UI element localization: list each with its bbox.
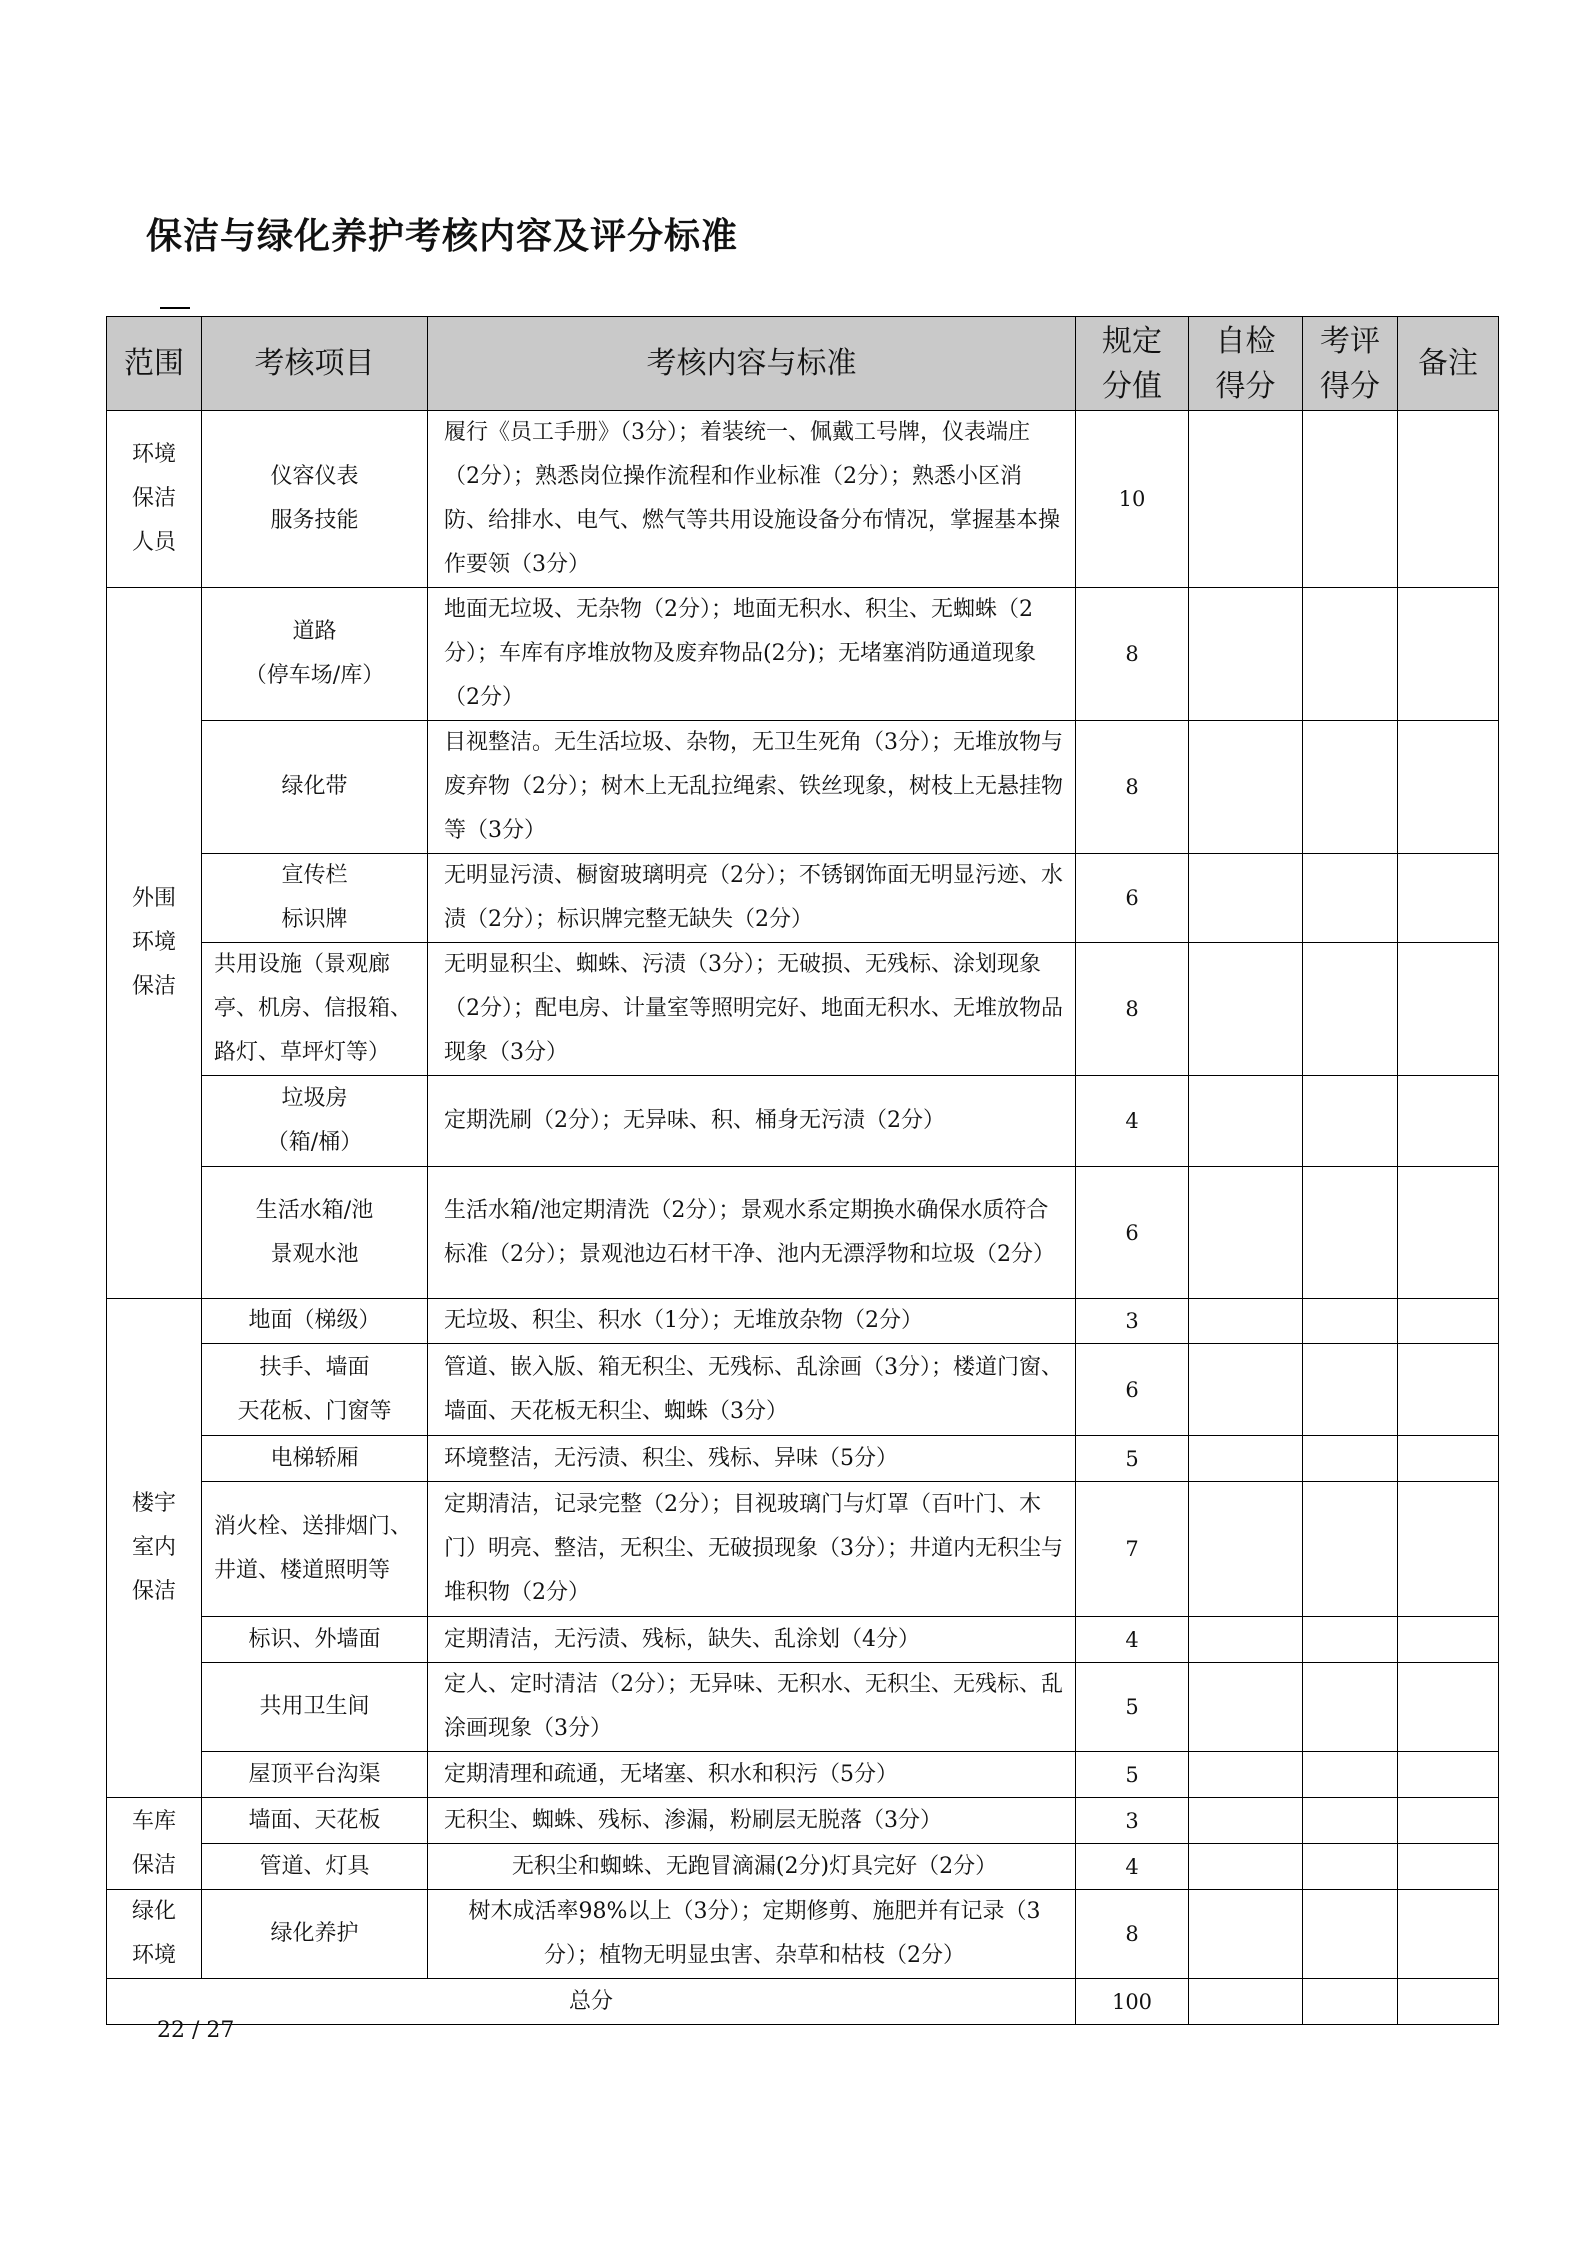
- table-row: [107, 1844, 1499, 1890]
- self-score-cell: [1189, 411, 1303, 588]
- eval-score-cell: [1303, 1798, 1398, 1844]
- score-cell: 6: [1076, 854, 1189, 943]
- item-cell: 共用设施（景观廊亭、机房、信报箱、路灯、草坪灯等）: [202, 943, 428, 1076]
- score-cell: 5: [1076, 1752, 1189, 1798]
- page-number: 22 / 27: [157, 2018, 235, 2043]
- item-cell: 仪容仪表 服务技能: [202, 411, 428, 588]
- content-cell: 定期洗刷（2分）；无异味、积、桶身无污渍（2分）: [428, 1076, 1076, 1167]
- remark-cell: [1398, 1663, 1499, 1752]
- item-cell: 地面（梯级）: [202, 1299, 428, 1344]
- item-cell: 墙面、天花板: [202, 1798, 428, 1844]
- self-score-cell: [1189, 1844, 1303, 1890]
- item-cell: 垃圾房 （箱/桶）: [202, 1076, 428, 1167]
- scope-cell: 楼宇 室内 保洁: [107, 1299, 202, 1798]
- header-evaluation: 考评 得分: [1303, 317, 1398, 411]
- eval-score-cell: [1303, 1844, 1398, 1890]
- content-cell: 目视整洁。无生活垃圾、杂物，无卫生死角（3分）；无堆放物与废弃物（2分）；树木上无乱拉绳索、铁丝现象，树枝上无悬挂物等（3分）: [428, 721, 1076, 854]
- remark-cell: [1398, 721, 1499, 854]
- eval-score-cell: [1303, 1436, 1398, 1482]
- table-row: [107, 721, 1499, 854]
- assessment-table: [106, 316, 1499, 2025]
- self-score-cell: [1189, 943, 1303, 1076]
- header-remark: 备注: [1398, 317, 1499, 411]
- table-row: [107, 1436, 1499, 1482]
- table-row: [107, 1167, 1499, 1299]
- remark-cell: [1398, 1344, 1499, 1436]
- self-score-cell: [1189, 1798, 1303, 1844]
- score-cell: 6: [1076, 1167, 1189, 1299]
- scope-cell: 环境 保洁 人员: [107, 411, 202, 588]
- remark-cell: [1398, 1979, 1499, 2025]
- score-cell: 3: [1076, 1299, 1189, 1344]
- table-row: [107, 588, 1499, 721]
- scope-cell: 外围 环境 保洁: [107, 588, 202, 1299]
- table-row: [107, 1890, 1499, 1979]
- self-score-cell: [1189, 854, 1303, 943]
- remark-cell: [1398, 854, 1499, 943]
- header-content: 考核内容与标准: [428, 317, 1076, 411]
- content-cell: 无积尘和蜘蛛、无跑冒滴漏(2分)灯具完好（2分）: [428, 1844, 1076, 1890]
- table-row: [107, 943, 1499, 1076]
- score-cell: 3: [1076, 1798, 1189, 1844]
- header-self-check: 自检 得分: [1189, 317, 1303, 411]
- table-row: [107, 854, 1499, 943]
- eval-score-cell: [1303, 588, 1398, 721]
- scope-cell: 车库 保洁: [107, 1798, 202, 1890]
- remark-cell: [1398, 1436, 1499, 1482]
- table-row: [107, 1076, 1499, 1167]
- self-score-cell: [1189, 1663, 1303, 1752]
- content-cell: 树木成活率98%以上（3分）；定期修剪、施肥并有记录（3分）；植物无明显虫害、杂草和枯枝（2分）: [428, 1890, 1076, 1979]
- content-cell: 管道、嵌入版、箱无积尘、无残标、乱涂画（3分）；楼道门窗、墙面、天花板无积尘、蜘蛛（3分）: [428, 1344, 1076, 1436]
- header-row: [107, 317, 1499, 411]
- score-cell: 8: [1076, 1890, 1189, 1979]
- short-rule: [160, 307, 190, 309]
- remark-cell: [1398, 1076, 1499, 1167]
- eval-score-cell: [1303, 411, 1398, 588]
- eval-score-cell: [1303, 1344, 1398, 1436]
- item-cell: 共用卫生间: [202, 1663, 428, 1752]
- score-cell: 4: [1076, 1617, 1189, 1663]
- content-cell: 地面无垃圾、无杂物（2分）；地面无积水、积尘、无蜘蛛（2分）；车库有序堆放物及废弃物品(2分)；无堵塞消防通道现象（2分）: [428, 588, 1076, 721]
- content-cell: 无明显污渍、橱窗玻璃明亮（2分）；不锈钢饰面无明显污迹、水渍（2分）；标识牌完整无缺失（2分）: [428, 854, 1076, 943]
- eval-score-cell: [1303, 1663, 1398, 1752]
- eval-score-cell: [1303, 943, 1398, 1076]
- item-cell: 宣传栏 标识牌: [202, 854, 428, 943]
- total-score: 100: [1076, 1979, 1189, 2025]
- self-score-cell: [1189, 1076, 1303, 1167]
- self-score-cell: [1189, 1979, 1303, 2025]
- item-cell: 扶手、墙面 天花板、门窗等: [202, 1344, 428, 1436]
- score-cell: 10: [1076, 411, 1189, 588]
- eval-score-cell: [1303, 854, 1398, 943]
- header-scope: 范围: [107, 317, 202, 411]
- table-row: [107, 1617, 1499, 1663]
- remark-cell: [1398, 588, 1499, 721]
- eval-score-cell: [1303, 1617, 1398, 1663]
- content-cell: 定期清洁，无污渍、残标，缺失、乱涂划（4分）: [428, 1617, 1076, 1663]
- self-score-cell: [1189, 721, 1303, 854]
- self-score-cell: [1189, 1752, 1303, 1798]
- item-cell: 标识、外墙面: [202, 1617, 428, 1663]
- total-row: [107, 1979, 1499, 2025]
- content-cell: 无积尘、蜘蛛、残标、渗漏，粉刷层无脱落（3分）: [428, 1798, 1076, 1844]
- remark-cell: [1398, 1752, 1499, 1798]
- eval-score-cell: [1303, 1076, 1398, 1167]
- self-score-cell: [1189, 1299, 1303, 1344]
- item-cell: 屋顶平台沟渠: [202, 1752, 428, 1798]
- remark-cell: [1398, 1798, 1499, 1844]
- self-score-cell: [1189, 1482, 1303, 1617]
- item-cell: 绿化带: [202, 721, 428, 854]
- eval-score-cell: [1303, 1482, 1398, 1617]
- score-cell: 8: [1076, 588, 1189, 721]
- scope-cell: 绿化 环境: [107, 1890, 202, 1979]
- header-item: 考核项目: [202, 317, 428, 411]
- score-cell: 4: [1076, 1844, 1189, 1890]
- self-score-cell: [1189, 1890, 1303, 1979]
- item-cell: 管道、灯具: [202, 1844, 428, 1890]
- remark-cell: [1398, 1617, 1499, 1663]
- document-title: 保洁与绿化养护考核内容及评分标准: [146, 216, 739, 257]
- remark-cell: [1398, 1890, 1499, 1979]
- remark-cell: [1398, 1167, 1499, 1299]
- total-label: 总分: [107, 1979, 1076, 2025]
- eval-score-cell: [1303, 1752, 1398, 1798]
- header-score: 规定 分值: [1076, 317, 1189, 411]
- content-cell: 定期清理和疏通，无堵塞、积水和积污（5分）: [428, 1752, 1076, 1798]
- score-cell: 6: [1076, 1344, 1189, 1436]
- score-cell: 8: [1076, 721, 1189, 854]
- table-row: [107, 1299, 1499, 1344]
- table-row: [107, 1344, 1499, 1436]
- self-score-cell: [1189, 1617, 1303, 1663]
- remark-cell: [1398, 1299, 1499, 1344]
- score-cell: 5: [1076, 1663, 1189, 1752]
- eval-score-cell: [1303, 1167, 1398, 1299]
- content-cell: 履行《员工手册》（3分）；着装统一、佩戴工号牌，仪表端庄（2分）；熟悉岗位操作流程和作业标准（2分）；熟悉小区消防、给排水、电气、燃气等共用设施设备分布情况，掌握基本操作要领（3分）: [428, 411, 1076, 588]
- table-row: [107, 1663, 1499, 1752]
- score-cell: 5: [1076, 1436, 1189, 1482]
- item-cell: 消火栓、送排烟门、井道、楼道照明等: [202, 1482, 428, 1617]
- eval-score-cell: [1303, 1299, 1398, 1344]
- remark-cell: [1398, 411, 1499, 588]
- item-cell: 生活水箱/池 景观水池: [202, 1167, 428, 1299]
- eval-score-cell: [1303, 1979, 1398, 2025]
- remark-cell: [1398, 1844, 1499, 1890]
- content-cell: 无垃圾、积尘、积水（1分）；无堆放杂物（2分）: [428, 1299, 1076, 1344]
- self-score-cell: [1189, 1344, 1303, 1436]
- remark-cell: [1398, 1482, 1499, 1617]
- table-row: [107, 1752, 1499, 1798]
- self-score-cell: [1189, 1436, 1303, 1482]
- content-cell: 定人、定时清洁（2分）；无异味、无积水、无积尘、无残标、乱涂画现象（3分）: [428, 1663, 1076, 1752]
- score-cell: 8: [1076, 943, 1189, 1076]
- score-cell: 4: [1076, 1076, 1189, 1167]
- item-cell: 电梯轿厢: [202, 1436, 428, 1482]
- eval-score-cell: [1303, 721, 1398, 854]
- score-cell: 7: [1076, 1482, 1189, 1617]
- table-row: [107, 1798, 1499, 1844]
- eval-score-cell: [1303, 1890, 1398, 1979]
- self-score-cell: [1189, 1167, 1303, 1299]
- table-row: [107, 411, 1499, 588]
- self-score-cell: [1189, 588, 1303, 721]
- content-cell: 生活水箱/池定期清洗（2分）；景观水系定期换水确保水质符合标准（2分）；景观池边石材干净、池内无漂浮物和垃圾（2分）: [428, 1167, 1076, 1299]
- content-cell: 无明显积尘、蜘蛛、污渍（3分）；无破损、无残标、涂划现象（2分）；配电房、计量室等照明完好、地面无积水、无堆放物品现象（3分）: [428, 943, 1076, 1076]
- item-cell: 道路 （停车场/库）: [202, 588, 428, 721]
- content-cell: 定期清洁，记录完整（2分）；目视玻璃门与灯罩（百叶门、木门）明亮、整洁，无积尘、无破损现象（3分）；井道内无积尘与堆积物（2分）: [428, 1482, 1076, 1617]
- remark-cell: [1398, 943, 1499, 1076]
- table-row: [107, 1482, 1499, 1617]
- item-cell: 绿化养护: [202, 1890, 428, 1979]
- content-cell: 环境整洁，无污渍、积尘、残标、异味（5分）: [428, 1436, 1076, 1482]
